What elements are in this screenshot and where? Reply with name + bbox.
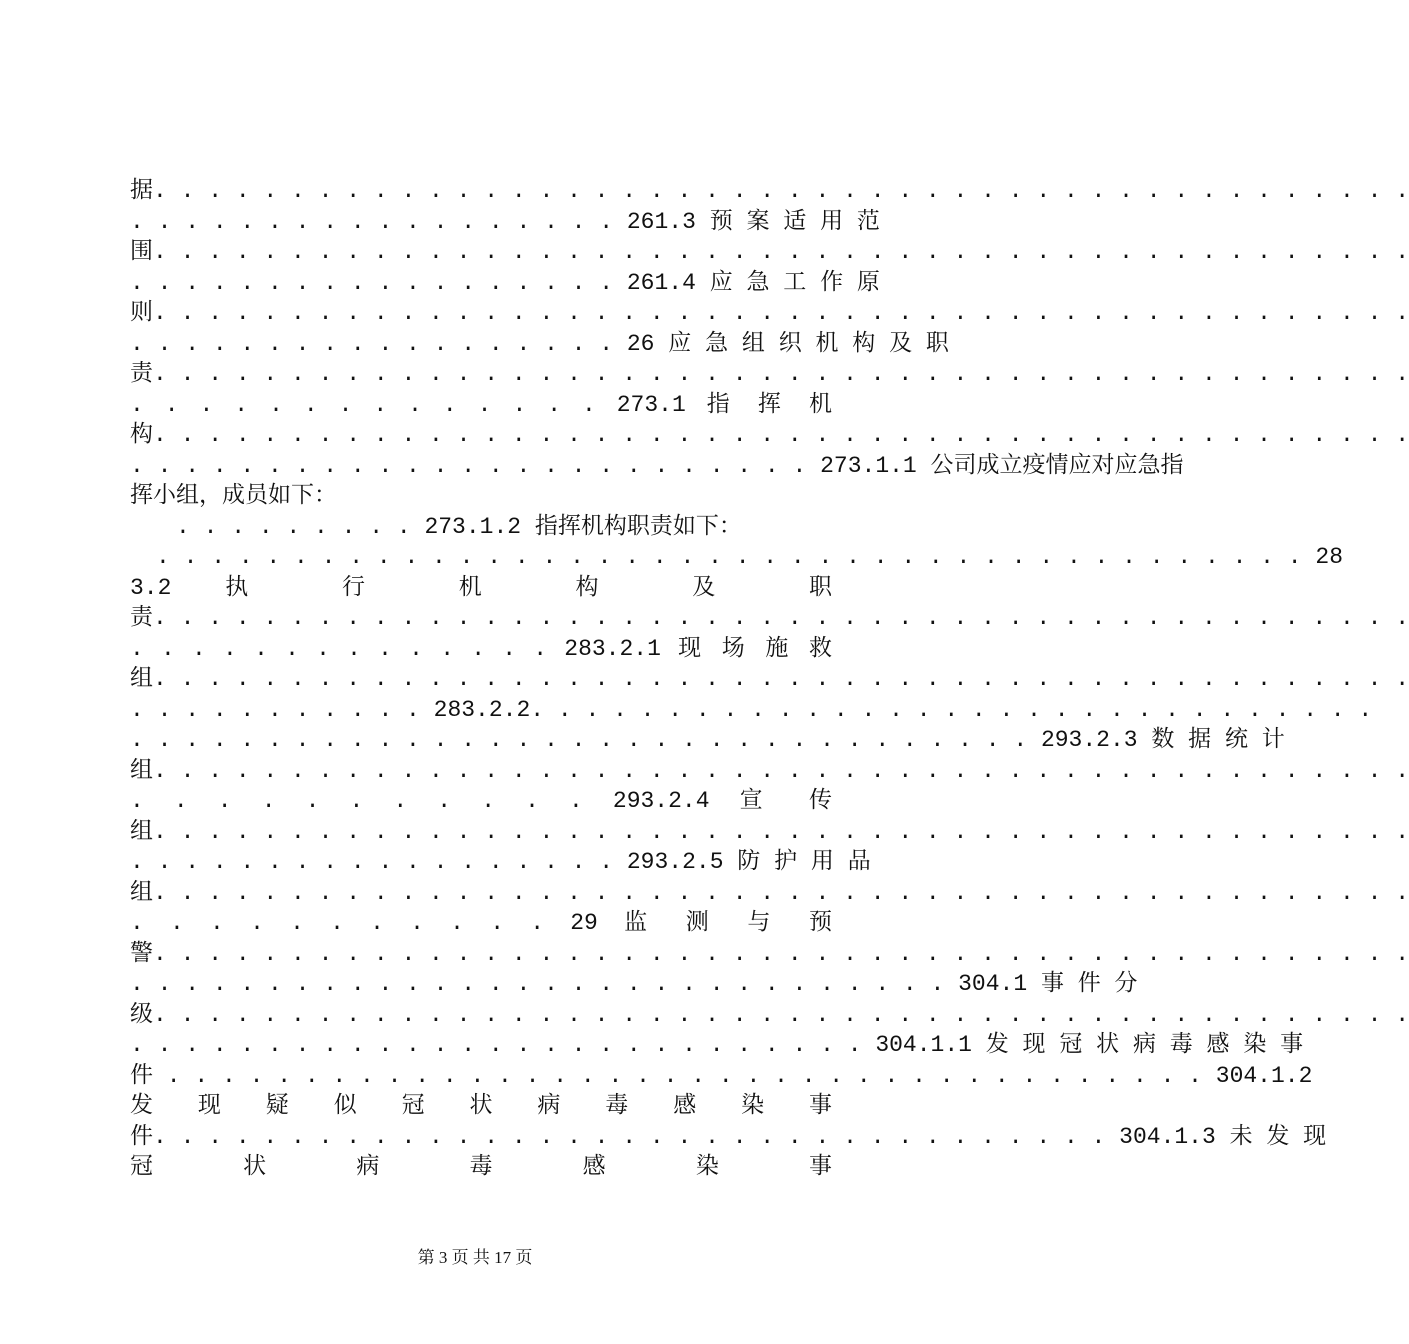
page-footer: 第 3 页 共 17 页 bbox=[417, 1248, 533, 1267]
toc-line: . . . . . . . . . . . . . . . . . . 293.2.5 防 护 用 品 bbox=[130, 849, 871, 875]
toc-line: 件 . . . . . . . . . . . . . . . . . . . . . . . . . . . . . . . . . . . . . . 304.1.2 bbox=[130, 1062, 1313, 1089]
toc-line: 组. . . . . . . . . . . . . . . . . . . . . . . . . . . . . . . . . . . . . . . . . . . . . . bbox=[130, 818, 1409, 845]
toc-line: 级. . . . . . . . . . . . . . . . . . . . . . . . . . . . . . . . . . . . . . . . . . . . . . bbox=[130, 1001, 1409, 1028]
toc-line: 则. . . . . . . . . . . . . . . . . . . . . . . . . . . . . . . . . . . . . . . . . . . . . . bbox=[130, 300, 1409, 326]
table-of-contents bbox=[130, 176, 1409, 1183]
toc-line: . . . . . . . . . . . . . . . . . . 261.3 预 案 适 用 范 bbox=[130, 208, 880, 235]
toc-line: . . . . . . . . . . . . . . 273.1 指 挥 机 bbox=[130, 391, 832, 418]
toc-line: 据. . . . . . . . . . . . . . . . . . . . . . . . . . . . . . . . . . . . . . . . . . . . . . bbox=[130, 178, 1409, 204]
toc-line: 组. . . . . . . . . . . . . . . . . . . . . . . . . . . . . . . . . . . . . . . . . . . . . . bbox=[130, 666, 1409, 692]
toc-line: 警. . . . . . . . . . . . . . . . . . . . . . . . . . . . . . . . . . . . . . . . . . . . . . bbox=[130, 940, 1409, 967]
toc-line: 组. . . . . . . . . . . . . . . . . . . . . . . . . . . . . . . . . . . . . . . . . . . . . . bbox=[130, 757, 1409, 784]
toc-line: . . . . . . . . . 273.1.2 指挥机构职责如下： bbox=[176, 513, 742, 540]
toc-line: . . . . . . . . . . . . . . . . . . 261.4 应 急 工 作 原 bbox=[130, 269, 880, 296]
toc-line: 构. . . . . . . . . . . . . . . . . . . . . . . . . . . . . . . . . . . . . . . . . . . . . . bbox=[130, 422, 1409, 448]
toc-line: . . . . . . . . . . . . . . . . . . . . . . . . . . . . . . 304.1 事 件 分 bbox=[130, 971, 1138, 997]
toc-line: 3.2 执 行 机 构 及 职 bbox=[130, 574, 832, 601]
toc-line: . . . . . . . . . . . . . . . . . . . . . . . . . . . 304.1.1 发 现 冠 状 病 毒 感 染 事 bbox=[130, 1032, 1304, 1058]
toc-line: 责. . . . . . . . . . . . . . . . . . . . . . . . . . . . . . . . . . . . . . . . . . . . . . bbox=[130, 361, 1409, 387]
toc-line: 冠 状 病 毒 感 染 事 bbox=[130, 1154, 832, 1180]
toc-line: 件. . . . . . . . . . . . . . . . . . . . . . . . . . . . . . . . . . . 304.1.3 未 发 现 bbox=[130, 1123, 1327, 1150]
toc-line: . . . . . . . . . . . . . . . . . . . . . . . . . . . . . . . . . 293.2.3 数 据 统 计 bbox=[130, 727, 1285, 753]
toc-line: . . . . . . . . . . . . . . . . . . 26 应 急 组 织 机 构 及 职 bbox=[130, 330, 949, 357]
toc-line: 组. . . . . . . . . . . . . . . . . . . . . . . . . . . . . . . . . . . . . . . . . . . . . . bbox=[130, 879, 1409, 906]
toc-line: 挥小组，成员如下： bbox=[130, 483, 337, 509]
toc-line: . . . . . . . . . . . 293.2.4 宣 传 bbox=[130, 788, 832, 814]
toc-line: 发 现 疑 似 冠 状 病 毒 感 染 事 bbox=[130, 1093, 832, 1119]
toc-line: . . . . . . . . . . . 283.2.2. . . . . . . . . . . . . . . . . . . . . . . . . . . . . . . bbox=[130, 696, 1373, 723]
toc-line: . . . . . . . . . . . . . . . . . . . . . . . . . 273.1.1 公司成立疫情应对应急指 bbox=[130, 452, 1184, 479]
toc-line: 围. . . . . . . . . . . . . . . . . . . . . . . . . . . . . . . . . . . . . . . . . . . . . . bbox=[130, 239, 1409, 265]
toc-line: . . . . . . . . . . . . . . 283.2.1 现 场 施 救 bbox=[130, 635, 832, 662]
toc-line: . . . . . . . . . . . . . . . . . . . . . . . . . . . . . . . . . . . . . . . . . . 28 bbox=[156, 544, 1343, 570]
toc-line: 责. . . . . . . . . . . . . . . . . . . . . . . . . . . . . . . . . . . . . . . . . . . . . . bbox=[130, 605, 1409, 631]
toc-line: . . . . . . . . . . . 29 监 测 与 预 bbox=[130, 910, 832, 936]
